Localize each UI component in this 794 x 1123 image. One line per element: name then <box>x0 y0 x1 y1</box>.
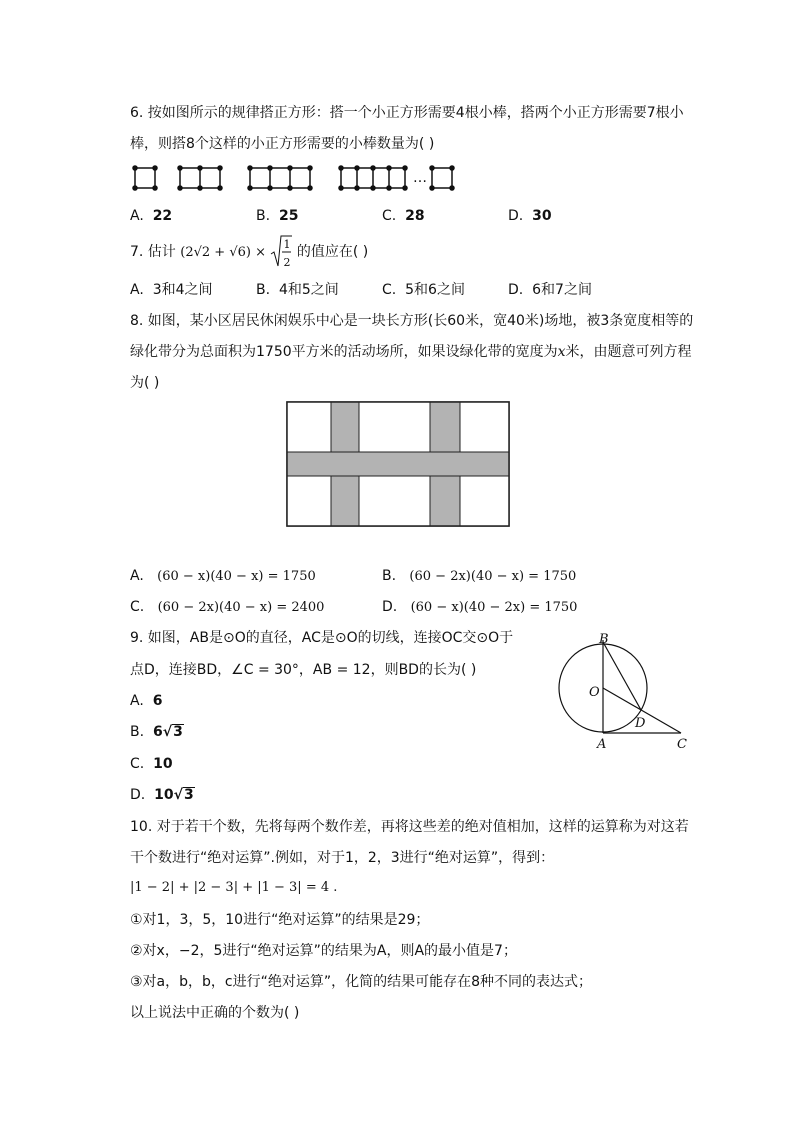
q9-label-d: D <box>635 716 646 731</box>
q10-question: 以上说法中正确的个数为( ) <box>130 1005 300 1021</box>
q8-horizontal-strip <box>287 452 509 476</box>
q7-option-d[interactable]: D. 6和7之间 <box>508 282 592 298</box>
q8-block-tr <box>460 402 509 452</box>
q8-text-line1: 8. 如图，某小区居民休闲娱乐中心是一块长方形(长60米，宽40米)场地，被3条宽度相等的 <box>130 313 694 329</box>
q9-option-b[interactable]: B. 6√3 <box>130 724 183 740</box>
q7-option-c[interactable]: C. 5和6之间 <box>382 282 465 298</box>
q9-option-a[interactable]: A. 6 <box>130 693 163 709</box>
q6-option-d[interactable]: D. 30 <box>508 208 552 224</box>
q9-label-a: A <box>597 737 607 752</box>
q6-text-line1: 6. 按如图所示的规律搭正方形：搭一个小正方形需要4根小棒，搭两个小正方形需要7根小 <box>130 105 684 121</box>
q10-formula: |1 − 2| + |2 − 3| + |1 − 3| = 4 . <box>130 880 338 895</box>
q8-text-line2: 绿化带分为总面积为1750平方米的活动场所，如果设绿化带的宽度为x米，由题意可列方程 <box>130 344 692 360</box>
q9-option-d[interactable]: D. 10√3 <box>130 787 194 803</box>
q9-label-o: O <box>589 685 600 700</box>
q8-option-a[interactable]: A. (60 − x)(40 − x) = 1750 <box>130 568 316 584</box>
q6-square-pattern-figure <box>130 160 460 200</box>
q9-label-c: C <box>677 737 687 752</box>
q8-block-br <box>460 476 509 526</box>
q7-option-a[interactable]: A. 3和4之间 <box>130 282 213 298</box>
q6-option-b[interactable]: B. 25 <box>256 208 299 224</box>
q8-option-b[interactable]: B. (60 − 2x)(40 − x) = 1750 <box>382 568 577 584</box>
q10-statement-3: ③对a，b，b，c进行“绝对运算”，化简的结果可能存在8种不同的表达式； <box>130 974 593 990</box>
q8-block-bm <box>359 476 430 526</box>
q8-text-line3: 为( ) <box>130 375 160 391</box>
q7-option-b[interactable]: B. 4和5之间 <box>256 282 339 298</box>
q7-sqrt-fraction: 1 2 <box>270 242 292 262</box>
q6-ellipsis: … <box>413 170 427 186</box>
q8-block-bl <box>287 476 331 526</box>
q7-text: 7. 估计 (2√2 + √6) × 1 2 的值应在( ) <box>130 238 369 269</box>
q9-circle-diagram <box>555 630 705 755</box>
q10-text-line2: 干个数进行“绝对运算”.例如，对于1，2，3进行“绝对运算”，得到： <box>130 850 555 866</box>
q10-statement-1: ①对1，3，5，10进行“绝对运算”的结果是29； <box>130 912 430 928</box>
q9-option-c[interactable]: C. 10 <box>130 756 173 772</box>
q10-statement-2: ②对x，−2，5进行“绝对运算”的结果为A，则A的最小值是7； <box>130 943 517 959</box>
q6-option-a[interactable]: A. 22 <box>130 208 173 224</box>
q8-block-tl <box>287 402 331 452</box>
q8-option-c[interactable]: C. (60 − 2x)(40 − x) = 2400 <box>130 599 325 615</box>
q6-option-c[interactable]: C. 28 <box>382 208 425 224</box>
q9-label-b: B <box>599 632 609 647</box>
q8-field-diagram <box>286 400 512 528</box>
q8-option-d[interactable]: D. (60 − x)(40 − 2x) = 1750 <box>382 599 578 615</box>
q9-text-line2: 点D，连接BD，∠C = 30°，AB = 12，则BD的长为( ) <box>130 662 477 678</box>
q9-text-line1: 9. 如图，AB是⊙O的直径，AC是⊙O的切线，连接OC交⊙O于 <box>130 630 514 646</box>
q10-text-line1: 10. 对于若干个数，先将每两个数作差，再将这些差的绝对值相加，这样的运算称为对这若 <box>130 819 689 835</box>
q8-block-tm <box>359 402 430 452</box>
q6-text-line2: 棒，则搭8个这样的小正方形需要的小棒数量为( ) <box>130 136 435 152</box>
